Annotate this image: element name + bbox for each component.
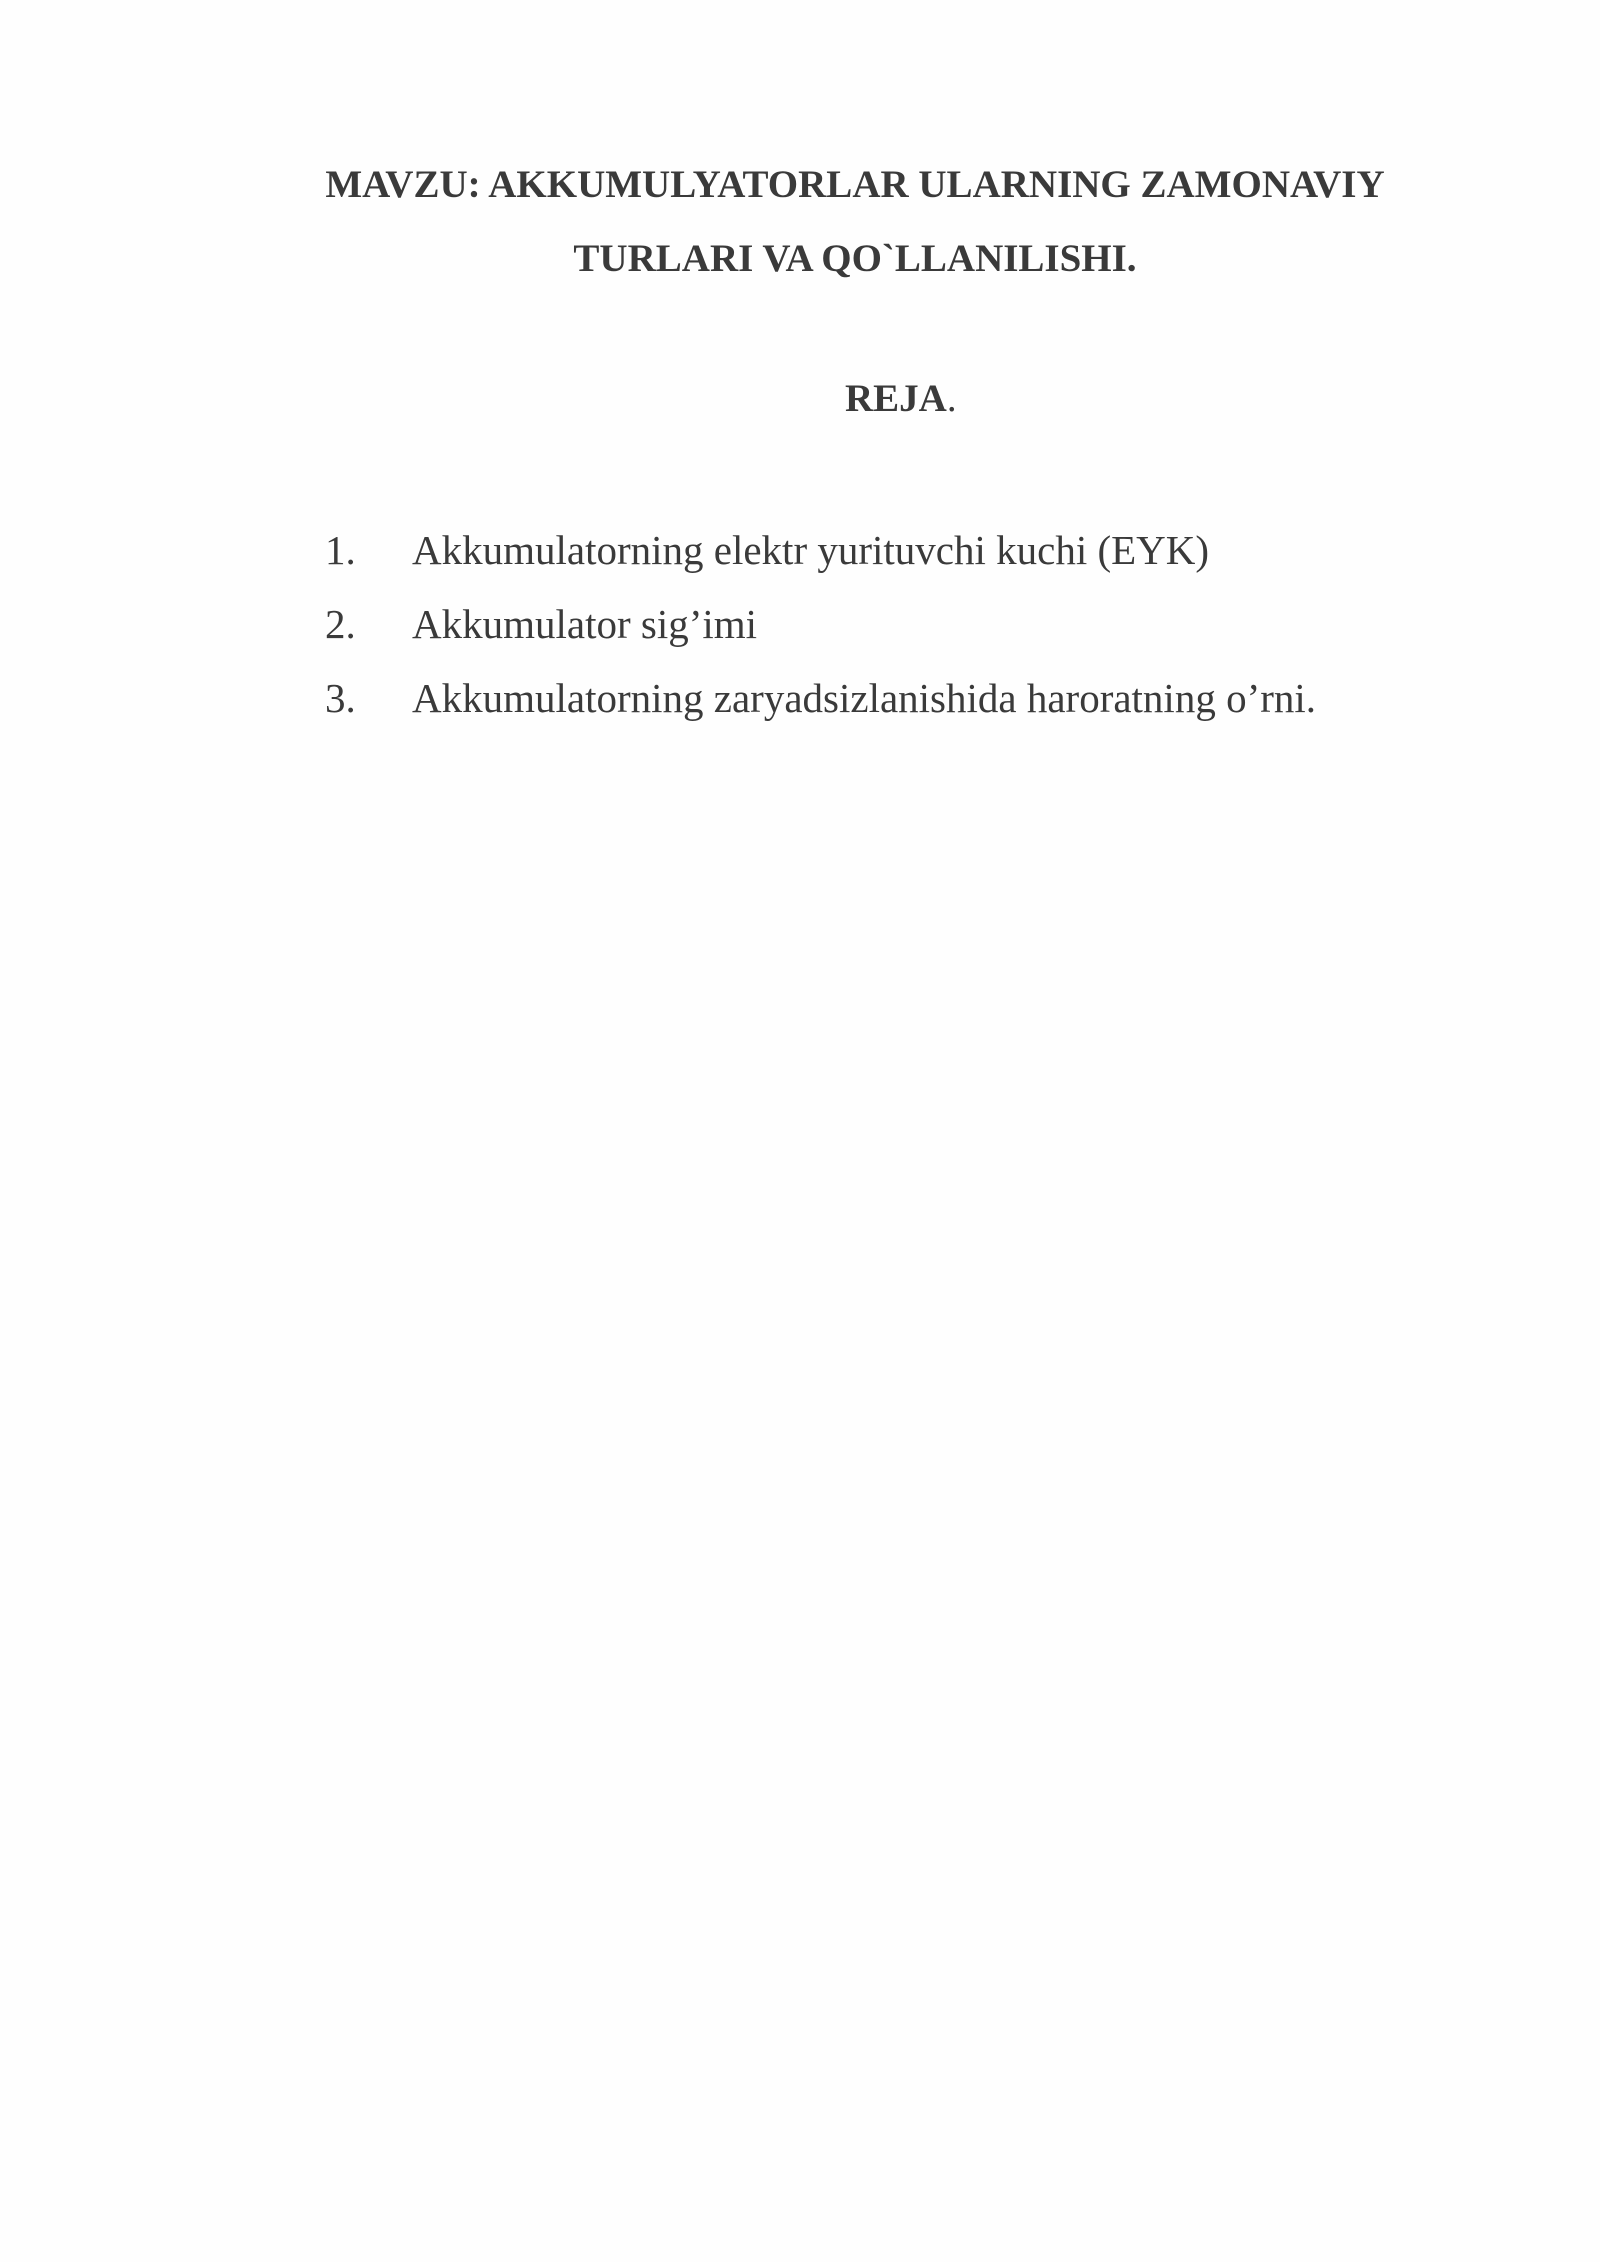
- title-line-2: TURLARI VA QO`LLANILISHI.: [573, 237, 1137, 280]
- plan-heading-text: REJA: [845, 377, 947, 420]
- document-title: [265, 148, 1445, 296]
- plan-item-number: 2.: [325, 601, 356, 647]
- plan-item-text: Akkumulatorning elektr yurituvchi kuchi (EYK): [412, 527, 1210, 573]
- plan-item-number: 1.: [325, 527, 356, 573]
- title-line-1: MAVZU: AKKUMULYATORLAR ULARNING ZAMONAVIY: [325, 163, 1385, 206]
- plan-heading: [845, 372, 957, 426]
- plan-item-number: 3.: [325, 675, 356, 721]
- plan-item-text: Akkumulator sig’imi: [412, 601, 758, 647]
- plan-item-text: Akkumulatorning zaryadsizlanishida haroratning o’rni.: [412, 675, 1317, 721]
- plan-heading-punct: .: [946, 377, 957, 420]
